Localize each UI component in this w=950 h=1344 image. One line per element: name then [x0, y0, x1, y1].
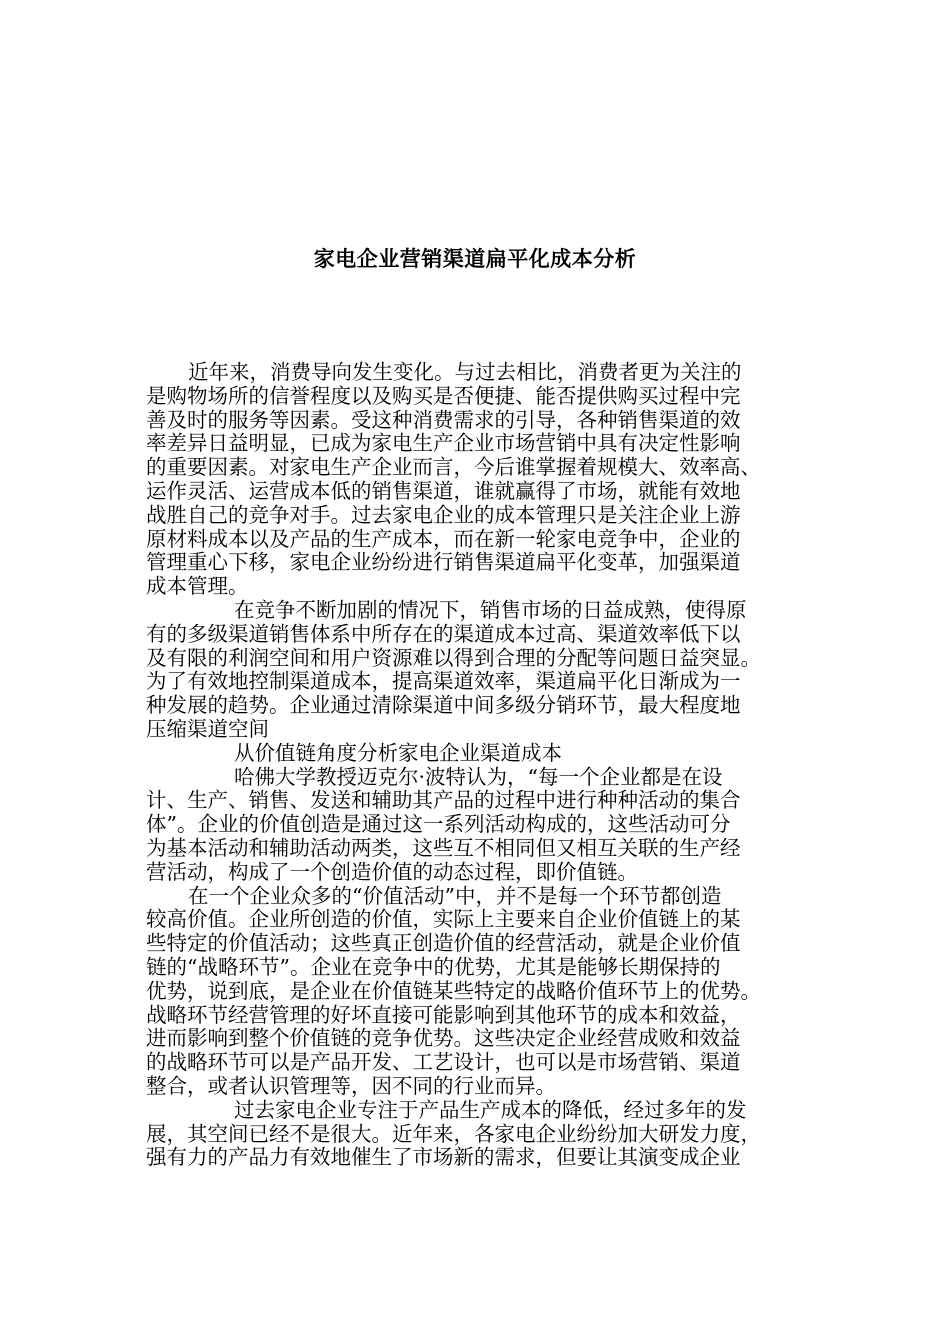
- text-line: 优势，说到底，是企业在价值链某些特定的战略价值环节上的优势。: [146, 978, 761, 1003]
- text-line: 善及时的服务等因素。受这种消费需求的引导，各种销售渠道的效: [146, 407, 741, 432]
- text-line: 强有力的产品力有效地催生了市场新的需求，但要让其演变成企业: [146, 1145, 741, 1170]
- text-line: 链的“战略环节”。企业在竞争中的优势，尤其是能够长期保持的: [146, 954, 721, 979]
- text-line: 整合，或者认识管理等，因不同的行业而异。: [146, 1073, 556, 1098]
- text-line: 过去家电企业专注于产品生产成本的降低，经过多年的发: [234, 1097, 747, 1122]
- text-line: 计、生产、销售、发送和辅助其产品的过程中进行种种活动的集合: [146, 788, 741, 813]
- text-line: 哈佛大学教授迈克尔·波特认为，“每一个企业都是在设: [234, 764, 723, 789]
- text-line: 从价值链角度分析家电企业渠道成本: [234, 740, 562, 765]
- text-line: 营活动，构成了一个创造价值的动态过程，即价值链。: [146, 859, 638, 884]
- text-line: 战略环节经营管理的好坏直接可能影响到其他环节的成本和效益，: [146, 1002, 741, 1027]
- text-line: 率差异日益明显，已成为家电生产企业市场营销中具有决定性影响: [146, 431, 741, 456]
- text-line: 为基本活动和辅助活动两类，这些互不相同但又相互关联的生产经: [146, 835, 741, 860]
- text-line: 展，其空间已经不是很大。近年来，各家电企业纷纷加大研发力度，: [146, 1121, 761, 1146]
- text-line: 压缩渠道空间: [146, 716, 269, 741]
- document-title: 家电企业营销渠道扁平化成本分析: [313, 247, 637, 271]
- text-line: 及有限的利润空间和用户资源难以得到合理的分配等问题日益突显。: [146, 645, 761, 670]
- text-line: 成本管理。: [146, 574, 249, 599]
- text-line: 为了有效地控制渠道成本，提高渠道效率，渠道扁平化日渐成为一: [146, 669, 741, 694]
- text-line: 些特定的价值活动；这些真正创造价值的经营活动，就是企业价值: [146, 931, 741, 956]
- text-line: 是购物场所的信誉程度以及购买是否便捷、能否提供购买过程中完: [146, 383, 741, 408]
- text-line: 管理重心下移，家电企业纷纷进行销售渠道扁平化变革，加强渠道: [146, 550, 741, 575]
- text-line: 原材料成本以及产品的生产成本，而在新一轮家电竞争中，企业的: [146, 526, 741, 551]
- text-line: 进而影响到整个价值链的竞争优势。这些决定企业经营成败和效益: [146, 1026, 741, 1051]
- text-line: 战胜自己的竞争对手。过去家电企业的成本管理只是关注企业上游: [146, 502, 741, 527]
- text-line: 的重要因素。对家电生产企业而言，今后谁掌握着规模大、效率高、: [146, 455, 761, 480]
- document-body: [146, 361, 806, 1170]
- text-line: 种发展的趋势。企业通过清除渠道中间多级分销环节，最大程度地: [146, 693, 741, 718]
- text-line: 运作灵活、运营成本低的销售渠道，谁就赢得了市场，就能有效地: [146, 478, 741, 503]
- text-line: 体”。企业的价值创造是通过这一系列活动构成的，这些活动可分: [146, 812, 731, 837]
- text-line: 较高价值。企业所创造的价值，实际上主要来自企业价值链上的某: [146, 907, 741, 932]
- text-line: 在竞争不断加剧的情况下，销售市场的日益成熟，使得原: [234, 597, 747, 622]
- text-line: 近年来，消费导向发生变化。与过去相比，消费者更为关注的: [188, 360, 742, 384]
- text-line: 的战略环节可以是产品开发、工艺设计，也可以是市场营销、渠道: [146, 1050, 741, 1075]
- text-line: 有的多级渠道销售体系中所存在的渠道成本过高、渠道效率低下以: [146, 621, 741, 646]
- text-line: 在一个企业众多的“价值活动”中，并不是每一个环节都创造: [188, 883, 722, 908]
